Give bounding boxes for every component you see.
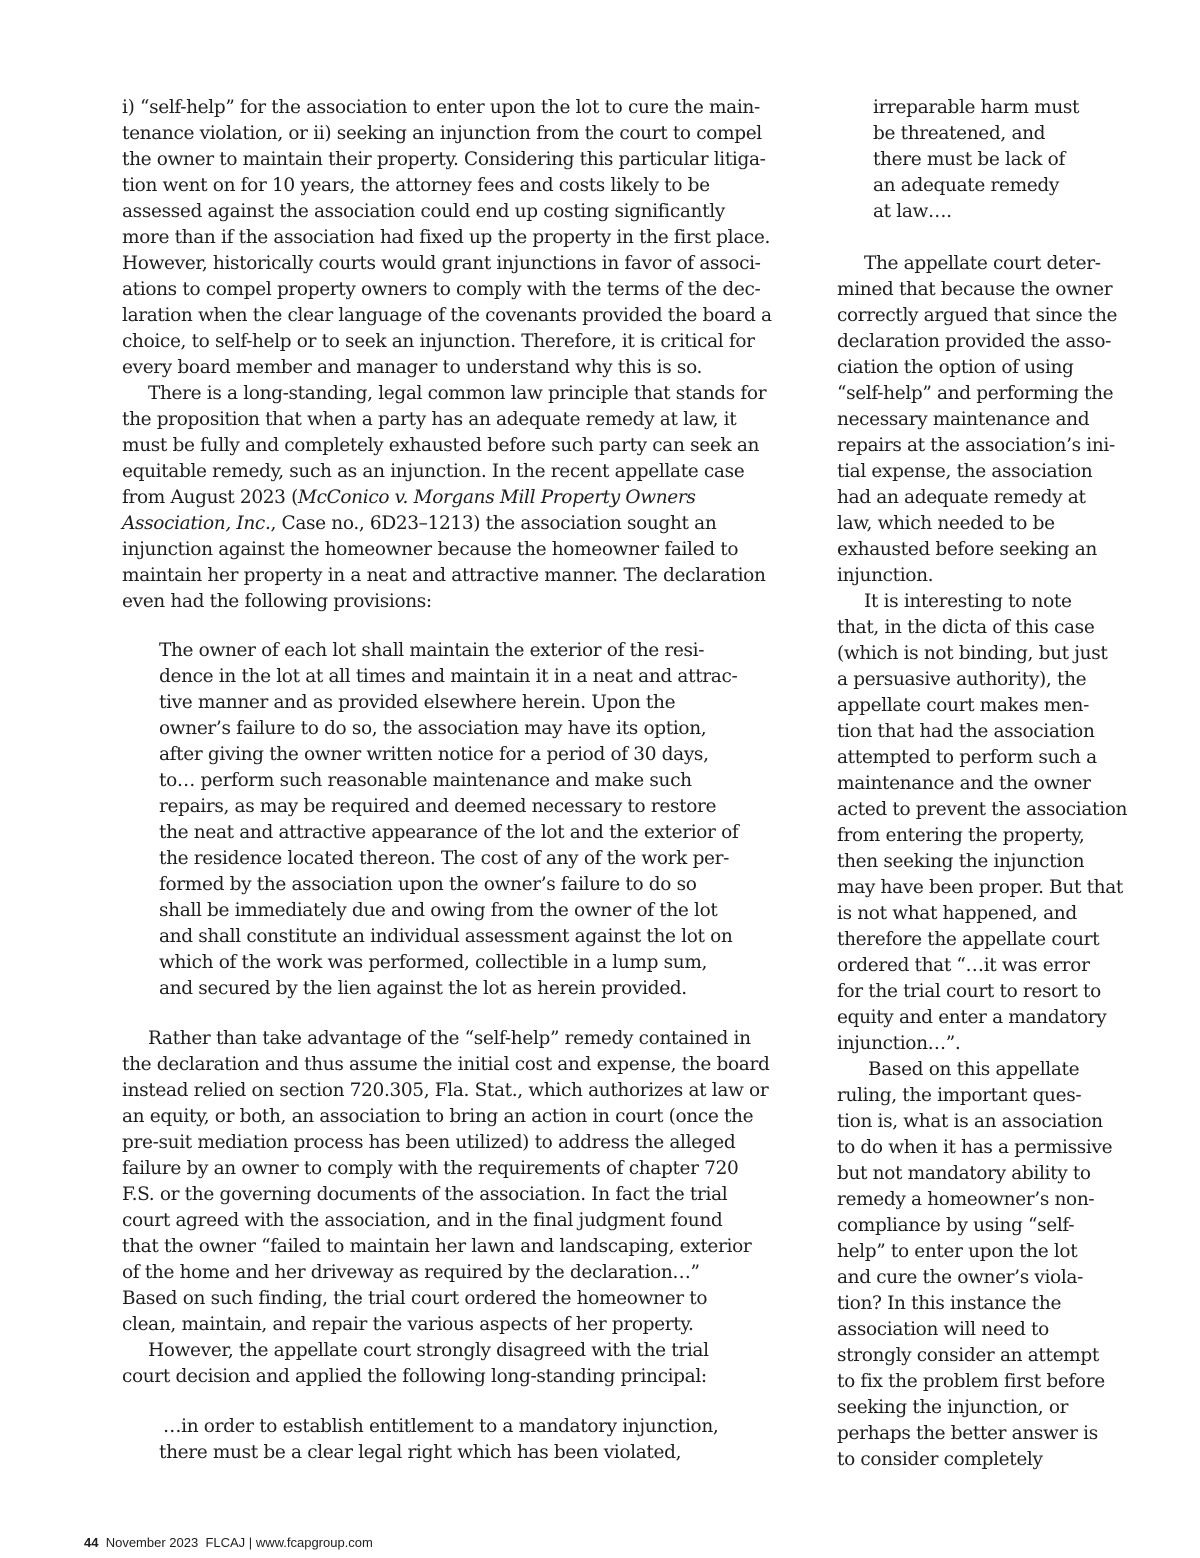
text-line: pre-suit mediation process has been utilized) to address the alleged [122,1132,736,1153]
text-line: formed by the association upon the owner’s failure to do so [159,874,697,895]
text-line: help” to enter upon the lot [837,1241,1078,1262]
text-line: the owner to maintain their property. Considering this particular litiga- [122,149,766,170]
text-line: an adequate remedy [873,175,1059,196]
text-line: tion that had the association [837,721,1095,742]
text-line: an equity, or both, an association to bring an action in court (once the [122,1106,754,1127]
text-line: to fix the problem first before [837,1371,1105,1392]
text-line: tenance violation, or ii) seeking an injunction from the court to compel [122,123,762,144]
text-line: is not what happened, and [837,903,1077,924]
text-line: equitable remedy, such as an injunction. In the recent appellate case [122,461,745,482]
text-line: correctly argued that since the [837,305,1118,326]
text-line: exhausted before seeking an [837,539,1097,560]
text-line: compliance by using “self- [837,1215,1075,1236]
text-run: from August 2023 ( [122,487,298,508]
text-line: tial expense, the association [837,461,1093,482]
text-line: seeking the injunction, or [837,1397,1069,1418]
text-line: assessed against the association could end up costing significantly [122,201,725,222]
text-line: failure by an owner to comply with the requirements of chapter 720 [122,1158,739,1179]
text-line: injunction…”. [837,1033,961,1054]
text-line: equity and enter a mandatory [837,1007,1107,1028]
text-line: law, which needed to be [837,513,1055,534]
case-name: McConico v. Morgans Mill Property Owners [297,487,696,508]
text-line: be threatened, and [873,123,1046,144]
website-link[interactable]: www.fcapgroup.com [255,1535,373,1550]
text-line: the proposition that when a party has an adequate remedy at law, it [122,409,737,430]
text-line: mined that because the owner [837,279,1113,300]
text-line: may have been proper. But that [837,877,1123,898]
text-line: maintain her property in a neat and attractive manner. The declaration [122,565,766,586]
text-line: there must be a clear legal right which has been violated, [159,1442,682,1463]
text-line: the residence located thereon. The cost of any of the work per- [159,848,730,869]
text-line: and secured by the lien against the lot as herein provided. [159,978,687,999]
text-line: appellate court makes men- [837,695,1090,716]
text-line: There is a long-standing, legal common law principle that stands for [148,383,767,404]
text-line: tion went on for 10 years, the attorney fees and costs likely to be [122,175,710,196]
text-line: which of the work was performed, collectible in a lump sum, [159,952,708,973]
text-line: declaration provided the asso- [837,331,1112,352]
text-line: ations to compel property owners to comply with the terms of the dec- [122,279,761,300]
text-line: to do when it has a permissive [837,1137,1113,1158]
text-line: The owner of each lot shall maintain the exterior of the resi- [159,640,705,661]
text-line: …in order to establish entitlement to a mandatory injunction, [163,1416,719,1437]
text-line: shall be immediately due and owing from the owner of the lot [159,900,718,921]
text-line: strongly consider an attempt [837,1345,1099,1366]
text-line: injunction against the homeowner because the homeowner failed to [122,539,739,560]
footer-separator: | [248,1535,253,1550]
text-line: association will need to [837,1319,1049,1340]
text-line: had an adequate remedy at [837,487,1086,508]
text-line: dence in the lot at all times and maintain it in a neat and attrac- [159,666,738,687]
text-line: clean, maintain, and repair the various aspects of her property. [122,1314,694,1335]
text-line: laration when the clear language of the covenants provided the board a [122,305,772,326]
text-line: from entering the property, [837,825,1085,846]
text-line: The appellate court deter- [864,253,1101,274]
text-line: Rather than take advantage of the “self-help” remedy contained in [148,1028,751,1049]
text-line: necessary maintenance and [837,409,1090,430]
text-line: the declaration and thus assume the initial cost and expense, the board [122,1054,770,1075]
text-line: therefore the appellate court [837,929,1100,950]
text-line: court agreed with the association, and in the final judgment found [122,1210,723,1231]
text-line: attempted to perform such a [837,747,1097,768]
text-line: It is interesting to note [864,591,1072,612]
text-line: ruling, the important ques- [837,1085,1082,1106]
text-line: that, in the dicta of this case [837,617,1095,638]
text-line: i) “self-help” for the association to enter upon the lot to cure the main- [122,97,760,118]
text-line: irreparable harm must [873,97,1080,118]
text-line [122,511,716,537]
text-line: choice, to self-help or to seek an injunction. Therefore, it is critical for [122,331,755,352]
publication-name: FLCAJ [205,1535,246,1550]
text-line: remedy a homeowner’s non- [837,1189,1095,1210]
text-line: maintenance and the owner [837,773,1091,794]
text-line: of the home and her driveway as required by the declaration…” [122,1262,700,1283]
text-line: must be fully and completely exhausted before such party can seek an [122,435,760,456]
text-line: tive manner and as provided elsewhere herein. Upon the [159,692,676,713]
text-line: ordered that “…it was error [837,955,1090,976]
text-line: owner’s failure to do so, the association may have its option, [159,718,707,739]
text-line: then seeking the injunction [837,851,1085,872]
text-line: acted to prevent the association [837,799,1128,820]
text-line: “self-help” and performing the [837,383,1114,404]
text-line: more than if the association had fixed up the property in the first place. [122,227,771,248]
text-line: (which is not binding, but just [837,643,1108,664]
text-line: court decision and applied the following long-standing principal: [122,1366,707,1387]
page-number: 44 [84,1535,99,1550]
text-line: F.S. or the governing documents of the association. In fact the trial [122,1184,728,1205]
text-line: but not mandatory ability to [837,1163,1091,1184]
text-line: perhaps the better answer is [837,1423,1098,1444]
text-line: for the trial court to resort to [837,981,1101,1002]
text-line: However, historically courts would grant injunctions in favor of associ- [122,253,761,274]
text-line: the neat and attractive appearance of the lot and the exterior of [159,822,739,843]
case-name: Association, Inc. [122,513,271,534]
text-line: repairs, as may be required and deemed necessary to restore [159,796,717,817]
text-line: ciation the option of using [837,357,1074,378]
text-line: after giving the owner written notice for a period of 30 days, [159,744,709,765]
text-line: injunction. [837,565,934,586]
text-run: , Case no., 6D23–1213) the association sought an [270,513,717,534]
issue-date: November 2023 [105,1535,199,1550]
text-line: Based on such finding, the trial court ordered the homeowner to [122,1288,708,1309]
text-line: to… perform such reasonable maintenance and make such [159,770,692,791]
text-line: Based on this appellate [868,1059,1080,1080]
text-line: tion is, what is an association [837,1111,1103,1132]
text-line [122,485,696,511]
text-line: to consider completely [837,1449,1043,1470]
text-line: every board member and manager to understand why this is so. [122,357,703,378]
text-line: that the owner “failed to maintain her lawn and landscaping, exterior [122,1236,752,1257]
text-line: instead relied on section 720.305, Fla. Stat., which authorizes at law or [122,1080,769,1101]
text-line: at law…. [873,201,952,222]
text-line: However, the appellate court strongly disagreed with the trial [148,1340,709,1361]
text-line: there must be lack of [873,149,1065,170]
text-line: a persuasive authority), the [837,669,1087,690]
text-line: and shall constitute an individual assessment against the lot on [159,926,733,947]
text-line: repairs at the association’s ini- [837,435,1115,456]
text-line: tion? In this instance the [837,1293,1062,1314]
text-line: and cure the owner’s viola- [837,1267,1083,1288]
page-footer [84,1535,373,1550]
text-line: even had the following provisions: [122,591,432,612]
